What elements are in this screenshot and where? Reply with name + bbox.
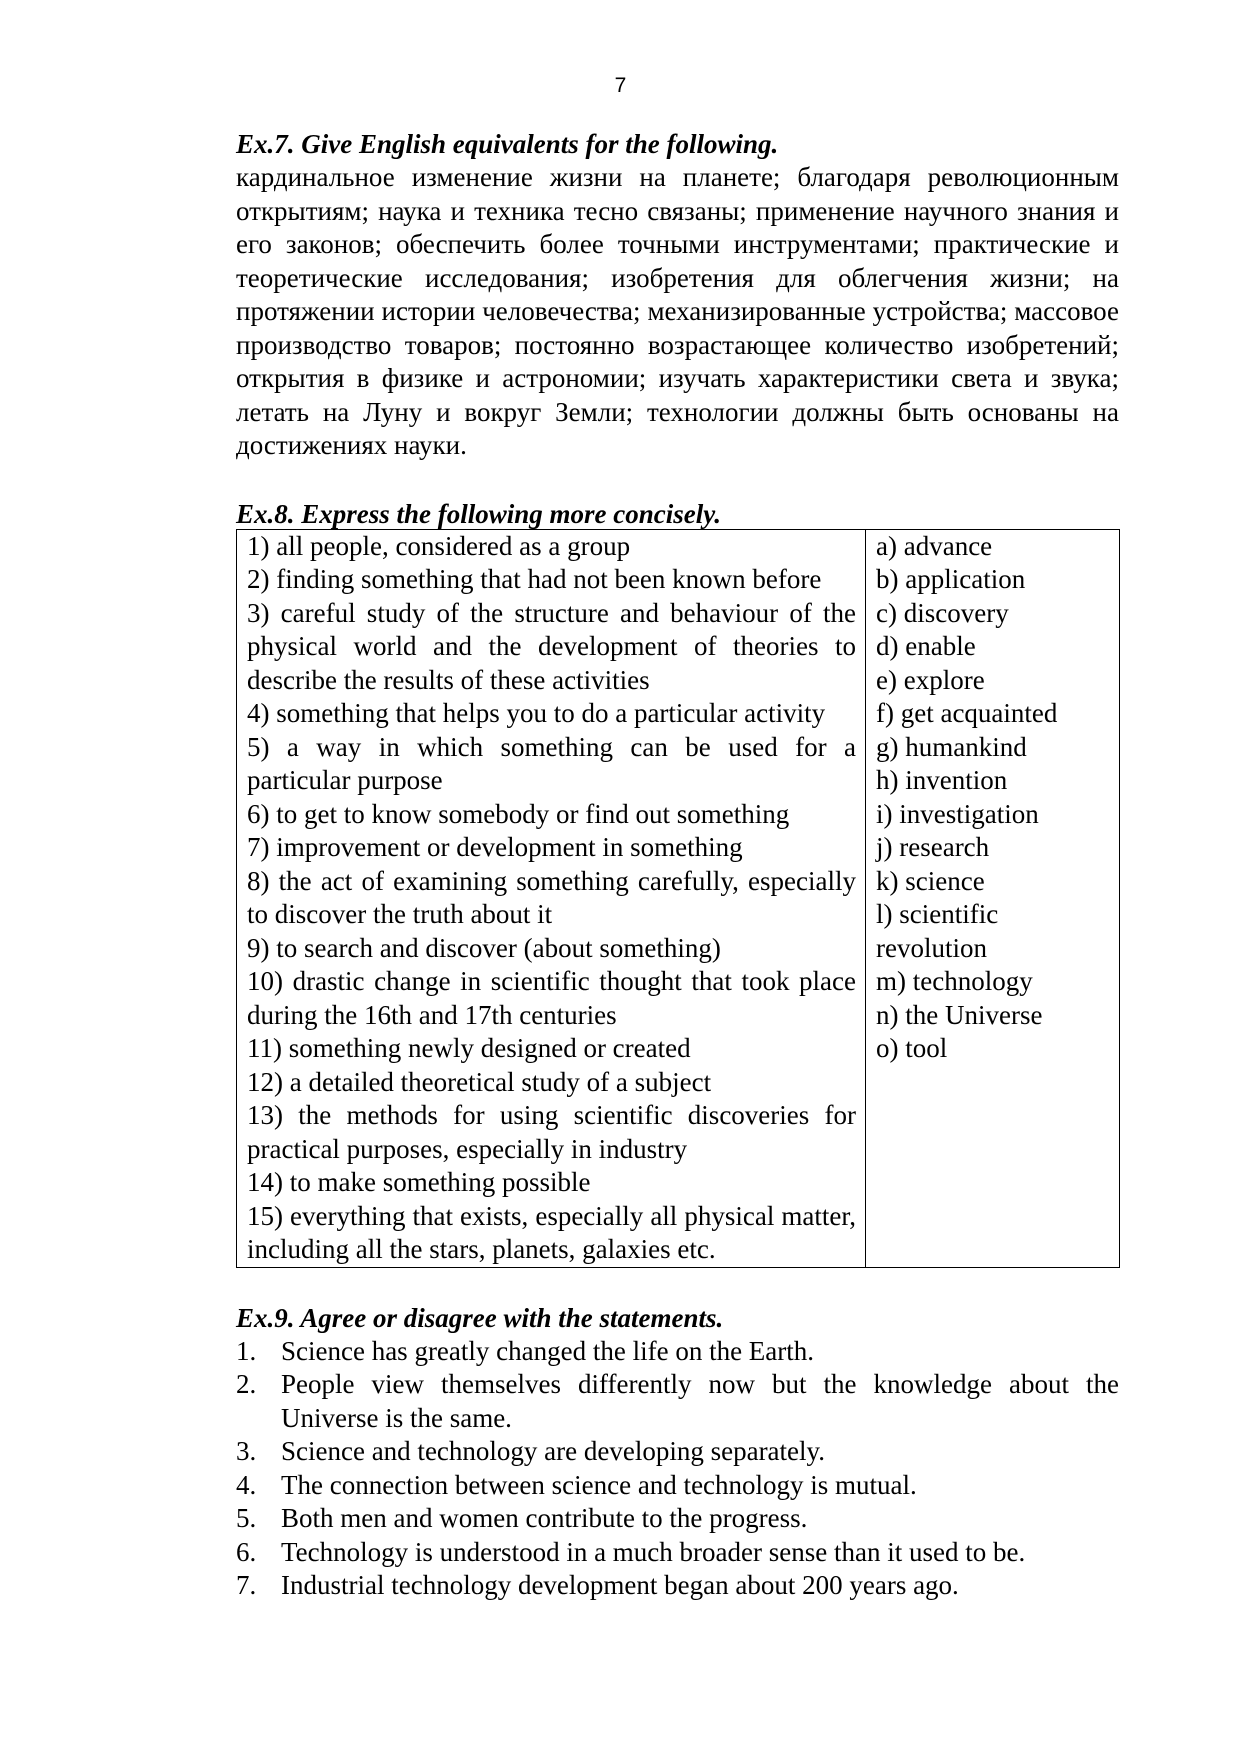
option-item: i) investigation: [876, 798, 1039, 829]
option-item: n) the Universe: [876, 999, 1043, 1030]
definition-item: 10) drastic change in scientific thought that took place during the 16th and 17th centuries: [247, 966, 856, 1030]
statement-item: [236, 1435, 1119, 1469]
statement-text: Science and technology are developing separately.: [281, 1436, 826, 1466]
option-item: g) humankind: [876, 731, 1027, 762]
definition-item: 2) finding something that had not been known before: [247, 564, 822, 594]
option-item: l) scientific revolution: [876, 899, 999, 963]
exercise-9-title: Ex.9. Agree or disagree with the statements.: [236, 1302, 724, 1333]
statement-number: 5.: [236, 1503, 257, 1533]
definition-item: 11) something newly designed or created: [247, 1033, 691, 1063]
matching-table: [236, 529, 1120, 1268]
statement-item: [236, 1368, 1119, 1435]
option-item: k) science: [876, 865, 985, 896]
exercise-8: [236, 498, 1119, 1268]
exercise-7: [236, 128, 1119, 463]
statement-item: [236, 1335, 1119, 1369]
option-item: m) technology: [876, 966, 1033, 996]
option-item: e) explore: [876, 664, 985, 695]
option-item: d) enable: [876, 631, 976, 661]
exercise-8-title: Ex.8. Express the following more concisely.: [236, 498, 721, 529]
statement-number: 3.: [236, 1436, 257, 1466]
option-item: c) discovery: [876, 597, 1009, 628]
statement-text: Industrial technology development began about 200 years ago.: [281, 1570, 959, 1600]
statement-number: 6.: [236, 1536, 257, 1567]
definition-item: 4) something that helps you to do a particular activity: [247, 698, 826, 728]
exercise-7-title: Ex.7. Give English equivalents for the following.: [236, 129, 779, 159]
definition-item: 9) to search and discover (about something): [247, 932, 721, 963]
statement-text: The connection between science and technology is mutual.: [281, 1469, 917, 1500]
statement-number: 4.: [236, 1469, 257, 1500]
statement-number: 1.: [236, 1335, 257, 1366]
option-item: f) get acquainted: [876, 698, 1058, 728]
page-content: [236, 128, 1119, 1603]
statement-text: Both men and women contribute to the progress.: [281, 1503, 808, 1533]
exercise-7-text: кардинальное изменение жизни на планете; благодаря революционным открытиям; наука и техника тесно связаны; применение научного знания и его законов; обеспечить более точными инструментами; практические и теоретические исследования; изобретения для облегчения жизни; на протяжении истории человечества; механизированные устройства; массовое производство товаров; постоянно возрастающее количество изобретений; открытия в физике и астрономии; изучать характеристики света и звука; летать на Луну и вокруг Земли; технологии должны быть основаны на достижениях науки.: [236, 162, 1119, 460]
statement-text: People view themselves differently now but the knowledge about the Universe is the same.: [281, 1369, 1119, 1433]
statement-item: [236, 1502, 1119, 1536]
option-item: b) application: [876, 564, 1026, 594]
option-item: j) research: [876, 832, 990, 862]
statement-item: [236, 1536, 1119, 1570]
exercise-9: [236, 1302, 1119, 1603]
definition-item: 14) to make something possible: [247, 1167, 591, 1197]
statement-text: Science has greatly changed the life on the Earth.: [281, 1335, 815, 1366]
definition-item: 13) the methods for using scientific discoveries for practical purposes, especially in industry: [247, 1100, 856, 1164]
statement-number: 7.: [236, 1570, 257, 1600]
definition-item: 3) careful study of the structure and behaviour of the physical world and the development of theories to describe the results of these activities: [247, 597, 856, 695]
statement-item: [236, 1469, 1119, 1503]
options-column: [866, 529, 1120, 1267]
statement-text: Technology is understood in a much broader sense than it used to be.: [281, 1536, 1026, 1567]
definition-item: 15) everything that exists, especially all physical matter, including all the stars, planets, galaxies etc.: [247, 1200, 856, 1264]
definition-item: 12) a detailed theoretical study of a subject: [247, 1066, 712, 1097]
page-number: 7: [614, 74, 627, 97]
statement-number: 2.: [236, 1369, 257, 1399]
statements-list: [236, 1335, 1119, 1603]
definitions-column: [237, 529, 866, 1267]
option-item: h) invention: [876, 765, 1008, 795]
definition-item: 1) all people, considered as a group: [247, 530, 631, 561]
definition-item: 5) a way in which something can be used for a particular purpose: [247, 731, 856, 795]
statement-item: [236, 1569, 1119, 1603]
definition-item: 8) the act of examining something carefully, especially to discover the truth about it: [247, 865, 856, 929]
definition-item: 7) improvement or development in something: [247, 832, 743, 862]
definition-item: 6) to get to know somebody or find out something: [247, 798, 790, 829]
option-item: a) advance: [876, 530, 993, 561]
option-item: o) tool: [876, 1033, 948, 1063]
